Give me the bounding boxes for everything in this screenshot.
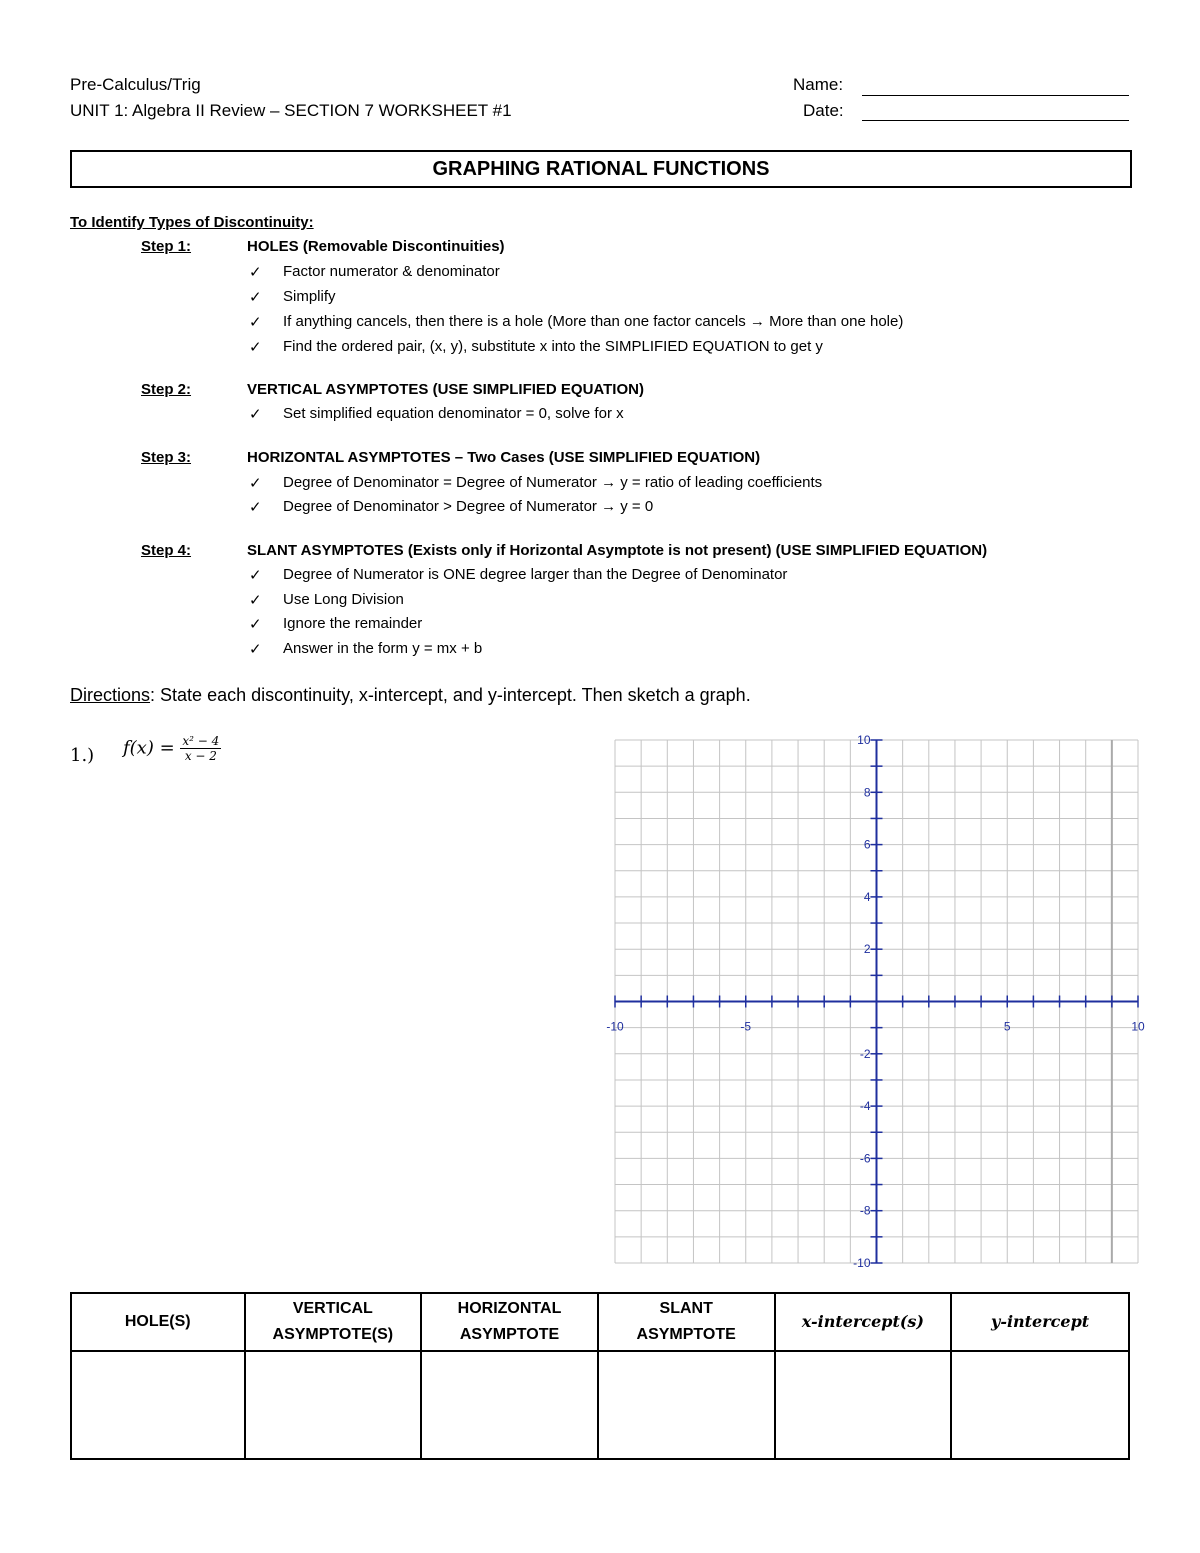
equation-fraction	[180, 734, 221, 763]
step-1-item-1-text: Factor numerator & denominator	[283, 263, 500, 280]
check-icon: ✓	[249, 406, 262, 423]
name-label: Name:	[793, 75, 844, 94]
answer-cell-vertical-asymptotes[interactable]	[245, 1351, 422, 1459]
step-1-item-3-text: If anything cancels, then there is a hole (More than one factor cancels → More than one hole)	[283, 313, 904, 330]
step-1-item-2-text: Simplify	[283, 288, 336, 305]
step-2-label: Step 2:	[141, 381, 192, 398]
y-tick-label: 2	[863, 942, 871, 957]
header-y-intercept: y-intercept	[951, 1293, 1129, 1351]
table-row	[71, 1351, 1129, 1459]
header-x-intercepts: x-intercept(s)	[775, 1293, 952, 1351]
course-label: Pre-Calculus/Trig	[70, 75, 201, 94]
y-tick-label: 10	[857, 733, 871, 747]
y-tick-label: -4	[859, 1099, 871, 1114]
problem-equation	[123, 734, 221, 763]
step-3-item-2-text: Degree of Denominator > Degree of Numerator → y = 0	[283, 498, 654, 515]
y-tick-label: -6	[859, 1151, 871, 1166]
directions	[70, 685, 751, 706]
step-4-item-3-text: Ignore the remainder	[283, 615, 423, 632]
check-icon: ✓	[249, 475, 262, 492]
step-3-item-1	[249, 474, 1049, 494]
step-1-item-2	[249, 288, 1049, 308]
step-4-item-4-text: Answer in the form y = mx + b	[283, 640, 483, 657]
y-tick-label: -8	[859, 1203, 871, 1218]
step-4-title: SLANT ASYMPTOTES (Exists only if Horizontal Asymptote is not present) (USE SIMPLIFIED EQUATION)	[247, 542, 988, 559]
x-tick-label: 5	[1003, 1019, 1011, 1034]
step-4-item-1-text: Degree of Numerator is ONE degree larger than the Degree of Denominator	[283, 566, 788, 583]
directions-text: : State each discontinuity, x-intercept, and y-intercept. Then sketch a graph.	[150, 685, 751, 705]
y-tick-label: -10	[853, 1256, 871, 1270]
header-slant-asymptote: SLANT ASYMPTOTE	[598, 1293, 775, 1351]
step-4-item-3	[249, 615, 1049, 635]
answer-cell-y-intercept[interactable]	[951, 1351, 1129, 1459]
y-tick-label: 6	[863, 837, 871, 852]
step-4-item-2	[249, 591, 1049, 611]
answer-cell-x-intercepts[interactable]	[775, 1351, 952, 1459]
step-4-label: Step 4:	[141, 542, 192, 559]
x-tick-label: 10	[1131, 1019, 1145, 1034]
step-3-item-2	[249, 498, 1049, 518]
step-1-item-3	[249, 313, 1049, 333]
check-icon: ✓	[249, 499, 262, 516]
check-icon: ✓	[249, 314, 262, 331]
answer-cell-slant-asymptote[interactable]	[598, 1351, 775, 1459]
equation-lhs: f(x) =	[123, 737, 175, 759]
x-tick-label: -5	[740, 1019, 752, 1034]
check-icon: ✓	[249, 641, 262, 658]
equation-denominator: x − 2	[184, 749, 217, 763]
problem-number: 1.)	[70, 745, 95, 766]
answer-table	[70, 1292, 1130, 1460]
y-tick-label: 4	[863, 889, 871, 904]
unit-label: UNIT 1: Algebra II Review – SECTION 7 WORKSHEET #1	[70, 101, 512, 120]
worksheet-title: GRAPHING RATIONAL FUNCTIONS	[70, 150, 1132, 188]
y-tick-label: 8	[863, 785, 871, 800]
step-3-title: HORIZONTAL ASYMPTOTES – Two Cases (USE SIMPLIFIED EQUATION)	[247, 449, 761, 466]
date-label: Date:	[803, 101, 844, 120]
answer-cell-horizontal-asymptote[interactable]	[421, 1351, 598, 1459]
header-holes: HOLE(S)	[71, 1293, 245, 1351]
directions-label: Directions	[70, 685, 151, 705]
step-4-item-2-text: Use Long Division	[283, 591, 404, 608]
step-3-item-1-text: Degree of Denominator = Degree of Numerator → y = ratio of leading coefficients	[283, 474, 823, 491]
step-2-item-1	[249, 405, 1049, 425]
step-1-item-4	[249, 338, 1049, 358]
check-icon: ✓	[249, 339, 262, 356]
equation-numerator: x² − 4	[182, 734, 220, 748]
header-vertical-asymptotes: VERTICAL ASYMPTOTE(S)	[245, 1293, 422, 1351]
check-icon: ✓	[249, 264, 262, 281]
header-horizontal-asymptote: HORIZONTAL ASYMPTOTE	[421, 1293, 598, 1351]
step-1-item-4-text: Find the ordered pair, (x, y), substitute x into the SIMPLIFIED EQUATION to get y	[283, 338, 823, 355]
check-icon: ✓	[249, 567, 262, 584]
step-4-item-4	[249, 640, 1049, 660]
answer-cell-holes[interactable]	[71, 1351, 245, 1459]
intro-heading: To Identify Types of Discontinuity:	[70, 214, 314, 231]
step-1-title: HOLES (Removable Discontinuities)	[247, 238, 505, 255]
coordinate-grid[interactable]	[600, 725, 1160, 1275]
x-tick-label: -10	[606, 1019, 624, 1034]
date-field[interactable]	[862, 120, 1129, 121]
step-1-label: Step 1:	[141, 238, 192, 255]
check-icon: ✓	[249, 592, 262, 609]
step-2-item-1-text: Set simplified equation denominator = 0, solve for x	[283, 405, 624, 422]
step-4-item-1	[249, 566, 1049, 586]
name-field[interactable]	[862, 95, 1129, 96]
step-2-title: VERTICAL ASYMPTOTES (USE SIMPLIFIED EQUATION)	[247, 381, 644, 398]
step-3-label: Step 3:	[141, 449, 192, 466]
check-icon: ✓	[249, 616, 262, 633]
check-icon: ✓	[249, 289, 262, 306]
step-1-item-1	[249, 263, 1049, 283]
y-tick-label: -2	[859, 1046, 871, 1061]
